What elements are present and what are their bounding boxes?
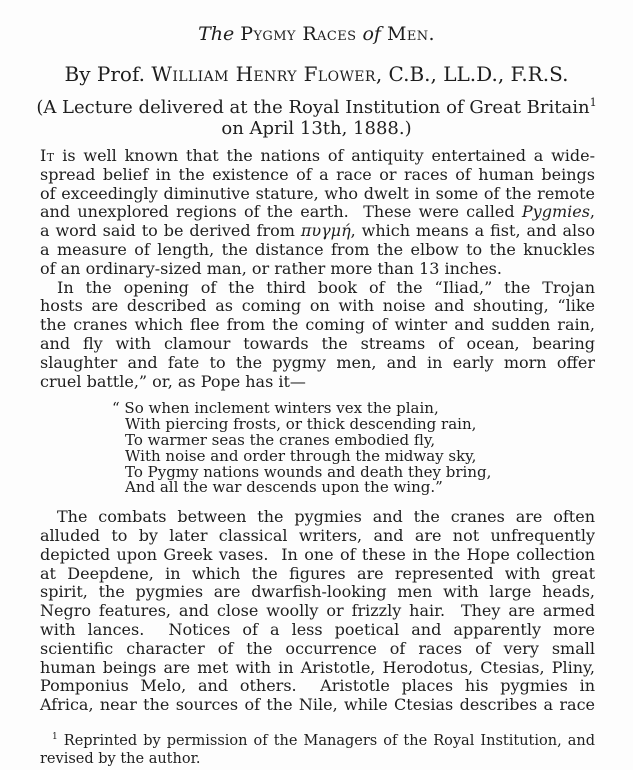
text-line: spirit, the pygmies are dwarfish-looking men with large heads, xyxy=(40,582,595,602)
title-end: Men. xyxy=(386,23,435,45)
title-main: Pygmy Races xyxy=(240,23,357,45)
text-line: of an ordinary-sized man, or rather more than 13 inches. xyxy=(40,258,502,278)
text-line: The combats between the pygmies and the cranes are often xyxy=(57,507,595,527)
paragraph-1 xyxy=(40,147,595,279)
page-title xyxy=(0,22,633,46)
footnote-reference: 1 xyxy=(589,96,597,109)
text-line: scientific character of the occurrence of races of very small xyxy=(40,638,595,658)
text-line: and fly with clamour towards the streams of ocean, bearing xyxy=(40,333,595,353)
text-line: human beings are met with in Aristotle, Herodotus, Ctesias, Pliny, xyxy=(40,657,595,677)
author-byline xyxy=(0,62,633,87)
text-line: With noise and order through the midway sky, xyxy=(125,446,477,465)
text-line: a measure of length, the distance from the elbow to the knuckles xyxy=(40,239,595,259)
text-line: To warmer seas the cranes embodied fly, xyxy=(125,430,436,449)
text-line: hosts are described as coming on with noise and shouting, “like xyxy=(40,296,595,316)
text-line: In the opening of the third book of the “Iliad,” the Trojan xyxy=(57,277,595,297)
text-line: With piercing frosts, or thick descending rain, xyxy=(125,415,477,434)
text-line: And all the war descends upon the wing.” xyxy=(125,478,443,497)
text-line: spread belief in the existence of a race or races of human beings xyxy=(40,164,595,184)
text-line: at Deepdene, in which the figures are represented with great xyxy=(40,563,595,583)
text-line: “ So when inclement winters vex the plain, xyxy=(112,399,439,418)
author-name: William Henry Flower xyxy=(151,62,376,86)
text-line: $^1$ Reprinted by permission of the Managers of the Royal Institution, and xyxy=(52,732,595,749)
text-line: and unexplored regions of the earth. These were called Pygmies, xyxy=(40,202,595,222)
text-line: It is well known that the nations of antiquity entertained a wide- xyxy=(40,146,595,165)
text-line: To Pygmy nations wounds and death they bring, xyxy=(125,462,492,481)
title-word-of: of xyxy=(362,23,381,45)
paragraph-2 xyxy=(40,279,595,392)
text-line: Pomponius Melo, and others. Aristotle places his pygmies in xyxy=(40,676,595,696)
text-line: a word said to be derived from πυγμή, which means a fist, and also xyxy=(40,221,596,241)
paragraph-3 xyxy=(40,508,595,715)
text-line: with lances. Notices of a less poetical and apparently more xyxy=(40,619,595,639)
text-line: revised by the author. xyxy=(40,750,201,767)
text-line: cruel battle,” or, as Pope has it— xyxy=(40,371,306,391)
byline-prefix: By Prof. xyxy=(64,62,146,86)
text-line: Negro features, and close woolly or frizzly hair. They are armed xyxy=(40,601,595,621)
text-line: alluded to by later classical writers, and are not unfrequently xyxy=(40,525,595,545)
text-line: the cranes which flee from the coming of winter and sudden rain, xyxy=(40,315,595,335)
body-text xyxy=(40,147,595,715)
text-line: slaughter and fate to the pygmy men, and in early morn offer xyxy=(40,352,595,372)
lecture-note-line1: (A Lecture delivered at the Royal Institution of Great Britain$^1$ xyxy=(36,96,597,118)
lecture-note xyxy=(0,97,633,139)
pope-verse-quotation xyxy=(112,399,595,497)
title-word-the: The xyxy=(198,23,235,45)
footnote xyxy=(40,732,595,768)
text-line: Africa, near the sources of the Nile, while Ctesias describes a race xyxy=(40,695,595,715)
text-line: of exceedingly diminutive stature, who dwelt in some of the remote xyxy=(40,183,595,203)
text-line: depicted upon Greek vases. In one of these in the Hope collection xyxy=(40,544,595,564)
lecture-note-line2: on April 13th, 1888.) xyxy=(221,118,412,139)
byline-suffix: , C.B., LL.D., F.R.S. xyxy=(375,62,569,86)
